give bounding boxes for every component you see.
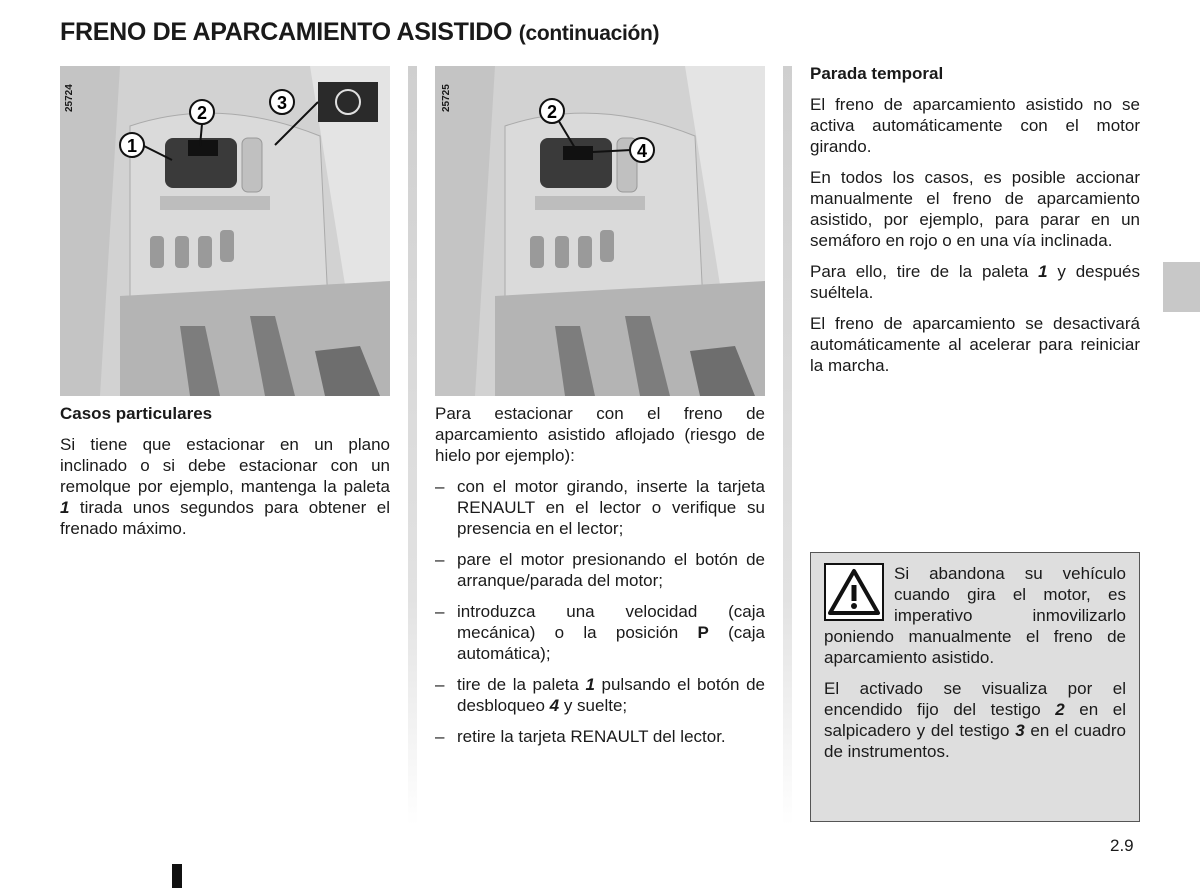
list-item: – pare el motor presionando el botón de arranque/parada del motor; <box>435 549 765 591</box>
photo2-illustration <box>435 66 765 396</box>
callout-2: 2 <box>546 102 558 122</box>
left-column <box>60 403 390 549</box>
parada-paragraph-2: En todos los casos, es posible accionar manualmente el freno de aparcamiento asistido, por ejemplo, para parar en un semáforo en rojo o en una vía inclinada. <box>810 168 1140 250</box>
estacionar-intro: Para estacionar con el freno de aparcamiento asistido aflojado (riesgo de hielo por ejemplo): <box>435 404 765 465</box>
list-item: – con el motor girando, inserte la tarjeta RENAULT en el lector o verifique su presencia en el lector; <box>435 476 765 539</box>
warning-paragraph-1: Si abandona su vehículo cuando gira el motor, es imperativo inmovilizarlo poniendo manualmente el freno de aparcamiento asistido. <box>824 564 1126 667</box>
callout-2: 2 <box>196 103 208 123</box>
photo1-illustration <box>60 66 390 396</box>
middle-column <box>435 403 765 757</box>
callout-3: 3 <box>276 93 288 113</box>
warning-triangle-icon <box>824 563 884 621</box>
page-title <box>60 18 659 47</box>
column-separator-1 <box>408 66 417 826</box>
steps-list <box>435 476 765 747</box>
casos-paragraph: Si tiene que estacionar en un plano inclinado o si debe estacionar con un remolque por ejemplo, mantenga la paleta 1 tirada unos segundos para obtener el frenado máximo. <box>60 435 390 538</box>
section-heading-parada: Parada temporal <box>810 64 944 83</box>
list-item: – retire la tarjeta RENAULT del lector. <box>435 726 765 747</box>
section-heading-casos: Casos particulares <box>60 404 213 423</box>
print-mark <box>172 864 182 888</box>
parada-paragraph-3: Para ello, tire de la paleta 1 y después suéltela. <box>810 262 1140 302</box>
photo2-code: 25725 <box>441 84 452 112</box>
page-number: 2.9 <box>1110 836 1134 855</box>
column-separator-2 <box>783 66 792 826</box>
list-item: – tire de la paleta 1 pulsando el botón de desbloqueo 4 y suelte; <box>435 674 765 716</box>
page-title-continuation: (continuación) <box>518 22 660 45</box>
parada-paragraph-1: El freno de aparcamiento asistido no se activa automáticamente con el motor girando. <box>810 95 1140 156</box>
photo1-code: 25724 <box>64 84 75 112</box>
callout-4: 4 <box>636 141 648 161</box>
right-column <box>810 63 1140 386</box>
chapter-tab <box>1163 262 1200 312</box>
photo-unlock-button <box>435 66 765 396</box>
callout-1: 1 <box>126 136 138 156</box>
photo-parking-brake-lever <box>60 66 390 396</box>
warning-box <box>810 552 1140 822</box>
warning-paragraph-2: El activado se visualiza por el encendido fijo del testigo 2 en el salpicadero y del testigo 3 en el cuadro de instrumentos. <box>824 679 1126 761</box>
page-title-main: FRENO DE APARCAMIENTO ASISTIDO <box>60 18 513 46</box>
parada-paragraph-4: El freno de aparcamiento se desactivará automáticamente al acelerar para reiniciar la marcha. <box>810 314 1140 375</box>
list-item: – introduzca una velocidad (caja mecánica) o la posición P (caja automática); <box>435 601 765 664</box>
